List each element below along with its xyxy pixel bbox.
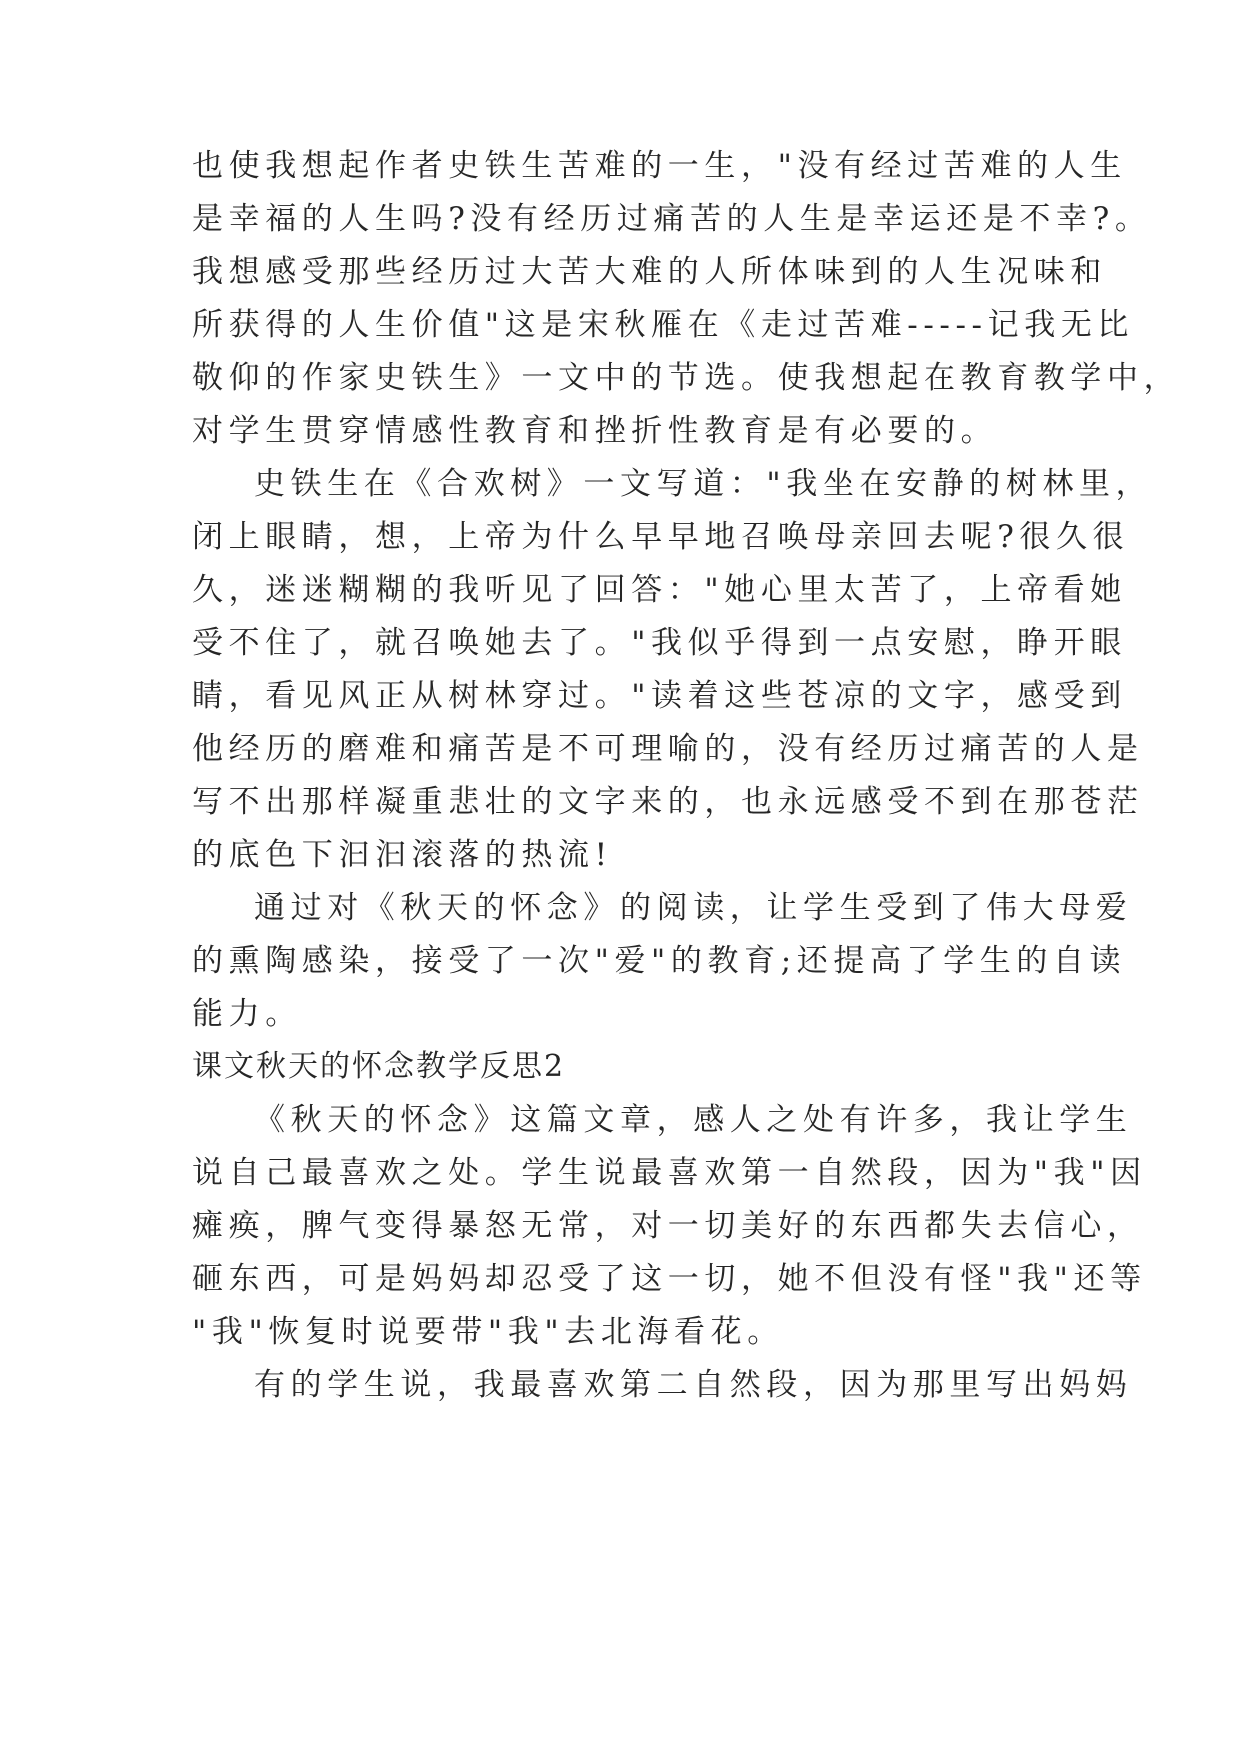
paragraph-1-line: 我想感受那些经历过大苦大难的人所体味到的人生况味和 [192,254,1107,290]
paragraph-4-line: 砸东西，可是妈妈却忍受了这一切，她不但没有怪"我"还等 [192,1261,1147,1297]
section-heading: 课文秋天的怀念教学反思2 [192,1049,566,1084]
paragraph-4-line: 说自己最喜欢之处。学生说最喜欢第一自然段，因为"我"因 [192,1155,1147,1191]
paragraph-2-line: 睛，看见风正从树林穿过。"读着这些苍凉的文字，感受到 [192,678,1127,714]
paragraph-2-line: 久，迷迷糊糊的我听见了回答："她心里太苦了，上帝看她 [192,572,1127,608]
paragraph-2-line: 闭上眼睛，想，上帝为什么早早地召唤母亲回去呢?很久很 [192,519,1130,555]
paragraph-5-line: 有的学生说，我最喜欢第二自然段，因为那里写出妈妈 [254,1367,1133,1403]
paragraph-1-line: 是幸福的人生吗?没有经历过痛苦的人生是幸运还是不幸?。 [192,201,1152,237]
paragraph-2-line: 他经历的磨难和痛苦是不可理喻的，没有经历过痛苦的人是 [192,731,1144,767]
paragraph-2-line: 的底色下汩汩滚落的热流! [192,837,613,873]
paragraph-3-line: 通过对《秋天的怀念》的阅读，让学生受到了伟大母爱 [254,890,1133,926]
paragraph-2-line: 受不住了，就召唤她去了。"我似乎得到一点安慰，睁开眼 [192,625,1127,661]
paragraph-4-line: 《秋天的怀念》这篇文章，感人之处有许多，我让学生 [254,1102,1133,1138]
paragraph-3-line: 的熏陶感染，接受了一次"爱"的教育;还提高了学生的自读 [192,943,1127,979]
paragraph-1-line: 也使我想起作者史铁生苦难的一生，"没有经过苦难的人生 [192,148,1127,184]
paragraph-1-line: 对学生贯穿情感性教育和挫折性教育是有必要的。 [192,413,998,449]
paragraph-4-line: "我"恢复时说要带"我"去北海看花。 [192,1314,784,1350]
paragraph-2-line: 史铁生在《合欢树》一文写道："我坐在安静的树林里， [254,466,1153,502]
paragraph-2-line: 写不出那样凝重悲壮的文字来的，也永远感受不到在那苍茫 [192,784,1144,820]
paragraph-3-line: 能力。 [192,996,302,1032]
paragraph-1-line: 所获得的人生价值"这是宋秋雁在《走过苦难-----记我无比 [192,307,1135,343]
paragraph-4-line: 瘫痪，脾气变得暴怒无常，对一切美好的东西都失去信心， [192,1208,1144,1244]
paragraph-1-line: 敬仰的作家史铁生》一文中的节选。使我想起在教育教学中， [192,360,1181,396]
